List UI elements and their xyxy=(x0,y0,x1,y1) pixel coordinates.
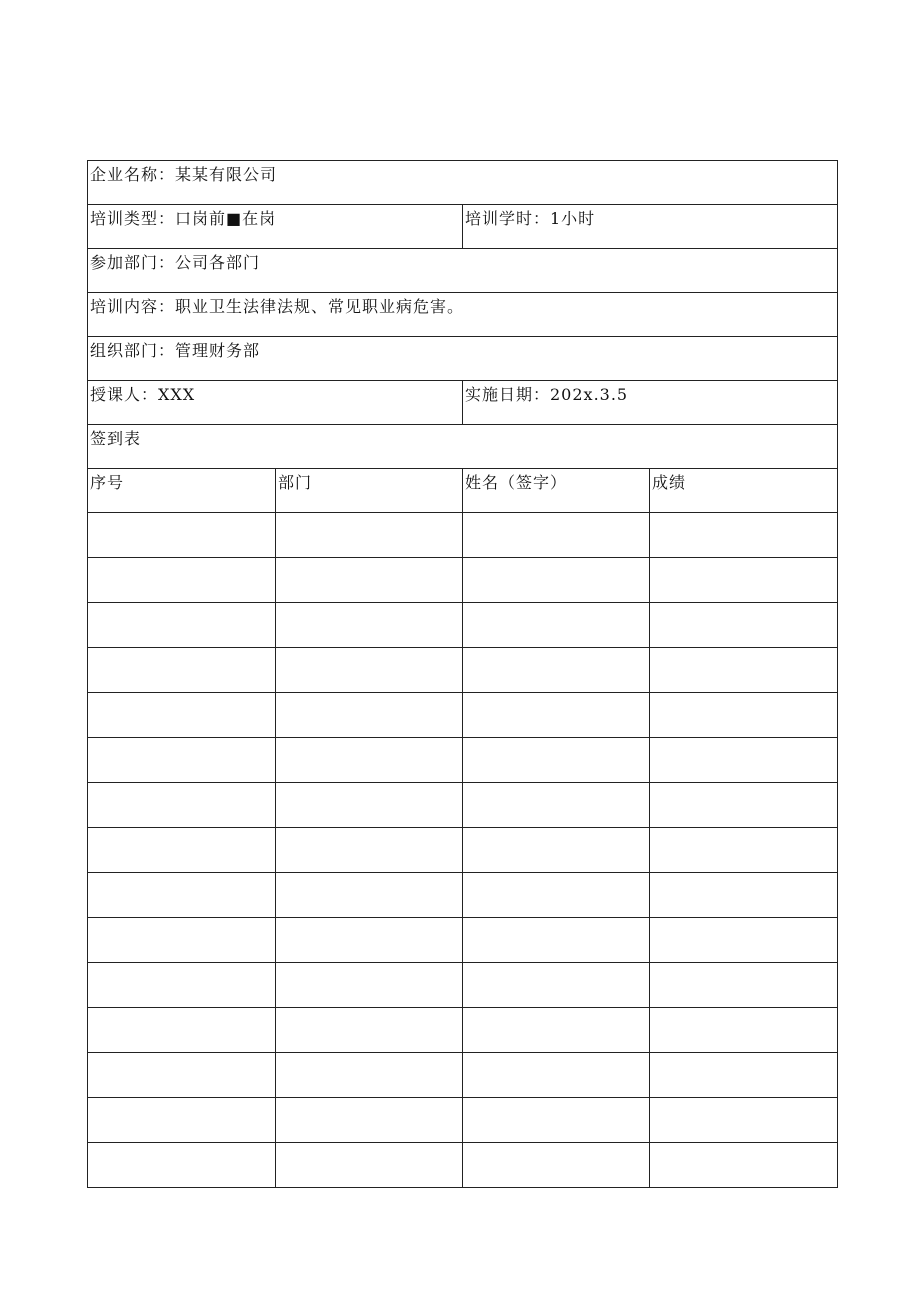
header-name-signature: 姓名（签字） xyxy=(465,473,568,492)
number-cell xyxy=(88,828,276,873)
number-cell xyxy=(88,1008,276,1053)
company-name-cell xyxy=(88,161,838,205)
header-cell xyxy=(88,469,276,513)
score-cell xyxy=(650,828,838,873)
signin-row xyxy=(88,693,838,738)
score-cell xyxy=(650,603,838,648)
header-cell xyxy=(276,469,463,513)
signature-cell[interactable] xyxy=(463,918,650,963)
department-cell xyxy=(276,828,463,873)
signin-row xyxy=(88,603,838,648)
score-cell xyxy=(650,918,838,963)
implementation-date: 实施日期：202x.3.5 xyxy=(465,385,629,404)
signin-row xyxy=(88,558,838,603)
signature-cell[interactable] xyxy=(463,558,650,603)
score-cell xyxy=(650,558,838,603)
training-signin-form xyxy=(87,160,837,1188)
score-cell xyxy=(650,648,838,693)
score-cell xyxy=(650,783,838,828)
signature-cell[interactable] xyxy=(463,603,650,648)
training-content: 培训内容：职业卫生法律法规、常见职业病危害。 xyxy=(90,297,465,316)
department-cell xyxy=(276,603,463,648)
signin-row xyxy=(88,1008,838,1053)
department-cell xyxy=(276,918,463,963)
signin-row xyxy=(88,1053,838,1098)
training-type-cell xyxy=(88,205,463,249)
score-cell xyxy=(650,873,838,918)
instructor-cell xyxy=(88,381,463,425)
department-cell xyxy=(276,513,463,558)
training-type: 培训类型：口岗前■在岗 xyxy=(90,209,277,228)
department-cell xyxy=(276,963,463,1008)
signature-cell[interactable] xyxy=(463,738,650,783)
signature-cell[interactable] xyxy=(463,783,650,828)
number-cell xyxy=(88,1143,276,1188)
department-cell xyxy=(276,648,463,693)
header-department: 部门 xyxy=(278,473,313,492)
signature-cell[interactable] xyxy=(463,693,650,738)
header-score: 成绩 xyxy=(652,473,687,492)
signin-row xyxy=(88,648,838,693)
department-cell xyxy=(276,738,463,783)
score-cell xyxy=(650,1143,838,1188)
training-hours-cell xyxy=(463,205,838,249)
signin-title-cell xyxy=(88,425,838,469)
signin-row xyxy=(88,873,838,918)
signature-cell[interactable] xyxy=(463,1143,650,1188)
signin-row xyxy=(88,918,838,963)
organizing-department: 组织部门：管理财务部 xyxy=(90,341,261,360)
signature-cell[interactable] xyxy=(463,873,650,918)
score-cell xyxy=(650,693,838,738)
number-cell xyxy=(88,648,276,693)
header-cell xyxy=(463,469,650,513)
content-cell xyxy=(88,293,838,337)
signin-row xyxy=(88,963,838,1008)
header-row xyxy=(88,469,838,513)
training-hours: 培训学时：1小时 xyxy=(465,209,596,228)
score-cell xyxy=(650,1008,838,1053)
signin-row xyxy=(88,513,838,558)
number-cell xyxy=(88,963,276,1008)
department-cell xyxy=(276,558,463,603)
date-cell xyxy=(463,381,838,425)
organizer-cell xyxy=(88,337,838,381)
header-number: 序号 xyxy=(90,473,125,492)
signin-row xyxy=(88,1143,838,1188)
departments-cell xyxy=(88,249,838,293)
score-cell xyxy=(650,1053,838,1098)
company-name: 企业名称：某某有限公司 xyxy=(90,165,278,184)
number-cell xyxy=(88,693,276,738)
signature-cell[interactable] xyxy=(463,648,650,693)
number-cell xyxy=(88,1053,276,1098)
number-cell xyxy=(88,513,276,558)
number-cell xyxy=(88,783,276,828)
department-cell xyxy=(276,1053,463,1098)
signature-cell[interactable] xyxy=(463,963,650,1008)
signin-row xyxy=(88,828,838,873)
department-cell xyxy=(276,693,463,738)
score-cell xyxy=(650,1098,838,1143)
signin-row xyxy=(88,738,838,783)
number-cell xyxy=(88,603,276,648)
department-cell xyxy=(276,1143,463,1188)
signature-cell[interactable] xyxy=(463,513,650,558)
number-cell xyxy=(88,1098,276,1143)
score-cell xyxy=(650,738,838,783)
signature-cell[interactable] xyxy=(463,828,650,873)
signin-row xyxy=(88,1098,838,1143)
number-cell xyxy=(88,918,276,963)
signature-cell[interactable] xyxy=(463,1098,650,1143)
number-cell xyxy=(88,873,276,918)
score-cell xyxy=(650,513,838,558)
header-cell xyxy=(650,469,838,513)
signature-cell[interactable] xyxy=(463,1053,650,1098)
number-cell xyxy=(88,738,276,783)
number-cell xyxy=(88,558,276,603)
department-cell xyxy=(276,1098,463,1143)
signature-cell[interactable] xyxy=(463,1008,650,1053)
signin-title: 签到表 xyxy=(90,429,142,448)
participating-departments: 参加部门：公司各部门 xyxy=(90,253,261,272)
form-table xyxy=(87,160,838,1188)
signin-row xyxy=(88,783,838,828)
department-cell xyxy=(276,1008,463,1053)
department-cell xyxy=(276,873,463,918)
department-cell xyxy=(276,783,463,828)
instructor: 授课人：XXX xyxy=(90,385,196,404)
score-cell xyxy=(650,963,838,1008)
